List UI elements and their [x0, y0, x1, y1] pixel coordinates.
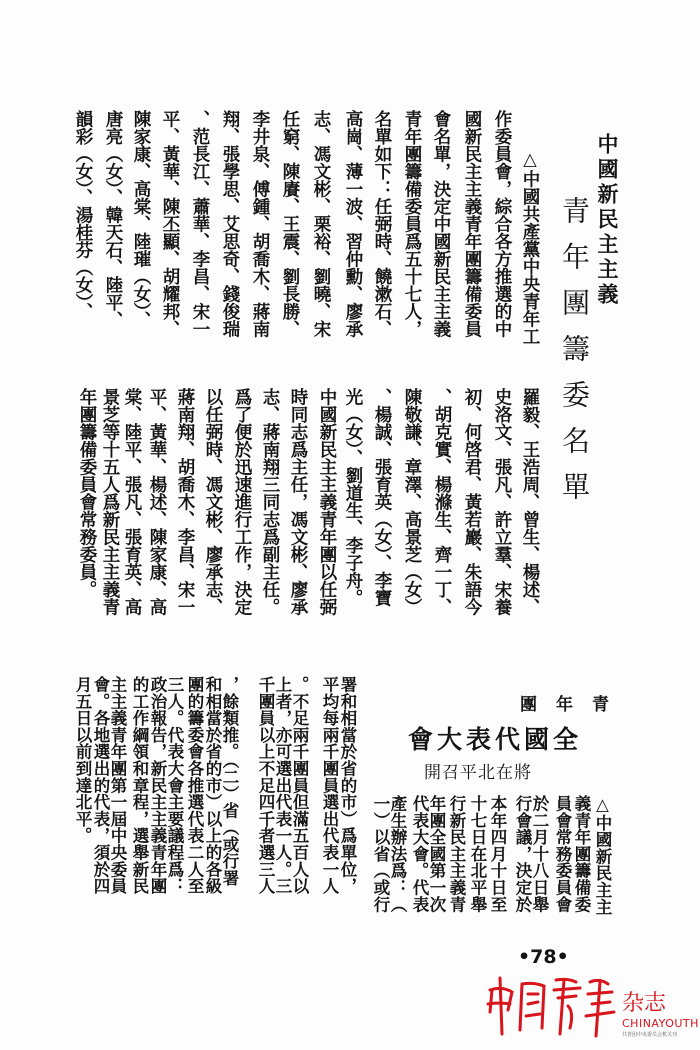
text-column: 李井泉、傅鍾、胡喬木、蔣南 [250, 110, 270, 338]
text-column: 三人。代表大會主要議程爲： [165, 676, 184, 895]
text-column: 初、何啓君、黃若巖、朱語今 [462, 388, 482, 616]
text-column: 時同志爲主任，馮文彬、廖承 [288, 388, 308, 616]
text-column: △中國新民主主 [593, 795, 612, 916]
text-column: 陳敬謙、章澤、高景芝（女） [402, 388, 422, 616]
article2-subheadline: 將在北平召開 [424, 763, 532, 783]
text-column: 翔、張學思、艾思奇、錢俊瑞 [220, 110, 240, 338]
text-column: 於二月十八日舉 [530, 795, 549, 913]
text-column: 和相當於省的市）以上的各級 [203, 676, 222, 895]
text-column: 平、黃華、陳丕顯、胡耀邦、 [160, 110, 180, 338]
text-column: 主主義青年團第一屆中央委員 [108, 676, 127, 895]
text-column: 一）以省（或行 [371, 795, 390, 913]
text-column: 年團籌備委員會常務委員。 [77, 388, 97, 598]
text-column: 平均每兩千團員選出代表一人 [320, 676, 339, 895]
text-column: 年團全國第一次 [427, 795, 446, 913]
text-column: 志、蔣南翔三同志爲副主任。 [260, 388, 280, 616]
text-column: 的工作綱領和章程，選舉新民 [130, 676, 149, 895]
text-column: 會。各地選出的代表，須於四 [91, 676, 110, 895]
text-column: 蔣南翔、胡喬木、李昌、宋一 [175, 388, 195, 616]
article2-headline: 全國代表大會 [408, 725, 583, 754]
text-column: 、楊誠、張育英（女）、李寶 [372, 388, 392, 607]
text-column: 景芝等十五人爲新民主主義青 [100, 388, 120, 616]
text-column: 員會常務委員會 [553, 795, 572, 913]
text-column: 義青年團籌備委 [572, 795, 591, 913]
svg-text:共青团中央委员会机关刊: 共青团中央委员会机关刊 [622, 1032, 678, 1038]
text-column: 史洛文、張凡、許立羣、宋養 [492, 388, 512, 616]
text-column: 名單如下：任弼時、饒漱石、 [372, 110, 392, 338]
svg-text:CHINAYOUTH: CHINAYOUTH [622, 1017, 699, 1030]
text-column: 任窮、陳賡、王震、劉長勝、 [280, 110, 300, 338]
text-column: 十七日在北平舉 [468, 795, 487, 913]
text-column: 署和相當於省的市）爲單位， [338, 676, 357, 895]
article-title-line2: 青年團籌委名單 [558, 196, 591, 518]
text-column: 唐亮（女）、韓天石、陸平、 [103, 110, 123, 329]
text-column: 棠、陸平、張凡、張育英、高 [122, 388, 142, 616]
text-column: 陳家康、高棠、陸璀（女）、 [131, 110, 151, 329]
text-column: 志、馮文彬、栗裕、劉曉、宋 [311, 110, 331, 338]
text-column: ，餘類推。（二）省（或行署 [220, 676, 239, 887]
text-column: 千團員以上不足四千者選三人 [256, 676, 275, 895]
text-column: 團的籌委會各推選代表二人至 [185, 676, 204, 895]
text-column: 。不足兩千團員但滿五百人以 [290, 676, 309, 895]
china-youth-logo [484, 972, 699, 1042]
text-column: 、胡克實、楊滌生、齊一丁、 [432, 388, 452, 616]
text-column: 行新民主主義青 [447, 795, 466, 913]
text-column: △中國共產黨中央青年工 [520, 150, 540, 345]
text-column: 上者，亦可選出代表一人。三 [273, 676, 292, 895]
text-column: 羅毅、王浩周、曾生、楊述、 [520, 388, 540, 616]
text-column: 青年團籌備委員爲五十七人， [402, 110, 422, 338]
text-column: 代表大會。代表 [410, 795, 429, 913]
text-column: 高崗、薄一波、習仲勳、廖承 [343, 110, 363, 338]
text-column: 、范長江、蕭華、李昌、宋一 [190, 110, 210, 338]
article-title-line1: 中國新民主主義 [595, 133, 620, 308]
logo-graphic [484, 972, 699, 1042]
article2-kicker: 青年團 [520, 695, 628, 715]
text-column: 月五日以前到達北平。 [73, 676, 92, 844]
text-column: 產生辦法爲：（ [388, 795, 407, 913]
text-column: 光（女）、劉道生、李子舟。 [343, 388, 363, 607]
svg-text:杂志: 杂志 [622, 991, 667, 1016]
text-column: 會名單，決定中國新民主主義 [431, 110, 451, 338]
text-column: 韻彩（女）、湯桂芬（女）、 [73, 110, 93, 320]
text-column: 中國新民主主義青年團以任弼 [317, 388, 337, 616]
text-column: 行會議，決定於 [513, 795, 532, 913]
text-column: 國新民主主義青年團籌備委員 [462, 110, 482, 338]
text-column: 本年四月十日至 [488, 795, 507, 913]
page-number: •78• [518, 946, 569, 968]
text-column: 政治報告，新民主主義青年團 [148, 676, 167, 895]
text-column: 平、黃華、楊述、陳家康、高 [147, 388, 167, 616]
text-column: 作委員會，綜合各方推選的中 [492, 110, 512, 338]
text-column: 爲了便於迅速進行工作，決定 [232, 388, 252, 616]
text-column: 以任弼時、馮文彬、廖承志、 [203, 388, 223, 616]
